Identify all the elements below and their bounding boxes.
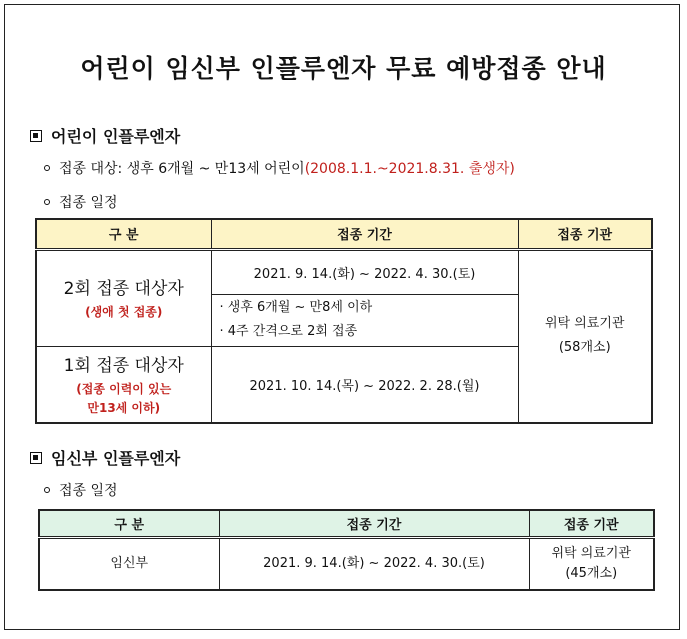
page-title: 어린이 임신부 인플루엔자 무료 예방접종 안내 bbox=[80, 54, 607, 83]
institution-count: (58개소) bbox=[558, 340, 611, 356]
institution-name: 위탁 의료기관 bbox=[551, 545, 631, 561]
table-header-institution: 접종 기관 bbox=[518, 219, 652, 249]
children-target-range: (2008.1.1.~2021.8.31. 출생자) bbox=[304, 161, 515, 177]
period-one-dose: 2021. 10. 14.(목) ~ 2022. 2. 28.(월) bbox=[211, 346, 518, 423]
circle-bullet-icon bbox=[44, 487, 50, 493]
pregnant-schedule-label: 접종 일정 bbox=[59, 483, 118, 499]
pregnant-schedule-line bbox=[44, 480, 118, 500]
section-heading-pregnant-text: 임신부 인플루엔자 bbox=[51, 449, 181, 468]
section-heading-pregnant bbox=[30, 446, 180, 469]
pregnant-period: 2021. 9. 14.(화) ~ 2022. 4. 30.(토) bbox=[219, 537, 529, 590]
institution-cell bbox=[518, 249, 652, 423]
two-dose-details bbox=[211, 294, 518, 346]
children-target-text: 접종 대상: 생후 6개월 ~ 만13세 어린이 bbox=[59, 161, 305, 177]
group-two-dose-note: (생애 첫 접종) bbox=[85, 305, 163, 319]
square-bullet-icon bbox=[30, 130, 42, 142]
children-schedule-line bbox=[44, 192, 118, 212]
period-two-dose: 2021. 9. 14.(화) ~ 2022. 4. 30.(토) bbox=[211, 249, 518, 294]
circle-bullet-icon bbox=[44, 165, 50, 171]
group-one-dose-label: 1회 접종 대상자 bbox=[63, 355, 184, 376]
institution-name: 위탁 의료기관 bbox=[545, 316, 625, 332]
children-schedule-table bbox=[35, 218, 653, 424]
detail-age: · 생후 6개월 ~ 만8세 이하 bbox=[219, 300, 373, 315]
group-one-dose-note-1: (접종 이력이 있는 bbox=[76, 381, 172, 396]
institution-count: (45개소) bbox=[565, 565, 618, 581]
pregnant-institution-cell bbox=[529, 537, 654, 590]
detail-interval: · 4주 간격으로 2회 접종 bbox=[219, 324, 358, 339]
group-cell-one-dose bbox=[36, 346, 211, 423]
pregnant-group: 임신부 bbox=[39, 537, 219, 590]
table-row bbox=[36, 249, 652, 294]
square-bullet-icon bbox=[30, 452, 42, 464]
children-target-line bbox=[44, 158, 515, 178]
table-row bbox=[39, 537, 654, 590]
children-schedule-label: 접종 일정 bbox=[59, 195, 118, 211]
table-header-category: 구 분 bbox=[39, 510, 219, 537]
table-header-category: 구 분 bbox=[36, 219, 211, 249]
section-heading-children-text: 어린이 인플루엔자 bbox=[51, 127, 181, 146]
group-one-dose-note-2: 만13세 이하) bbox=[87, 400, 161, 415]
circle-bullet-icon bbox=[44, 199, 50, 205]
table-header-institution: 접종 기관 bbox=[529, 510, 654, 537]
group-two-dose-label: 2회 접종 대상자 bbox=[63, 279, 184, 299]
section-heading-children bbox=[30, 124, 180, 147]
pregnant-schedule-table bbox=[38, 509, 655, 591]
table-header-period: 접종 기간 bbox=[219, 510, 529, 537]
table-header-period: 접종 기간 bbox=[211, 219, 518, 249]
group-cell-two-dose bbox=[36, 249, 211, 346]
